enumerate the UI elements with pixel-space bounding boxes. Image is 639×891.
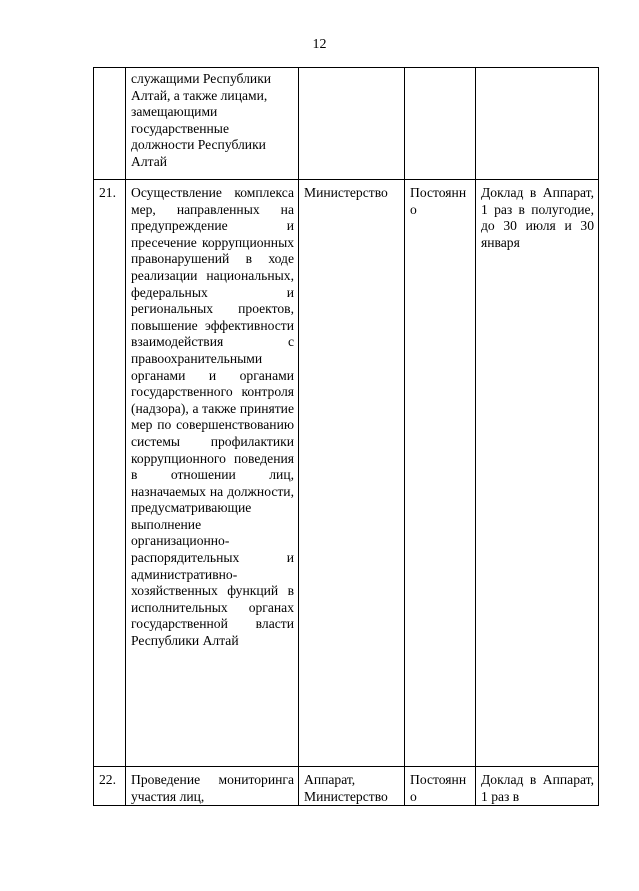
- row-number-cell: [94, 68, 126, 180]
- term-cell: [405, 68, 476, 180]
- activity-line: Алтай, а также лицами,: [131, 87, 268, 103]
- table-row: [94, 767, 599, 806]
- executor-cell: Министерство: [299, 180, 405, 767]
- report-cell: Доклад в Аппарат, 1 раз в полугодие, до 30 июля и 30 января: [476, 180, 599, 767]
- executor-line: Министерство: [304, 788, 388, 804]
- activity-cell: Осуществление комплекса мер, направленных на предупреждение и пресечение коррупционных правонарушений в ходе реализации национальных, федеральных и региональных проектов, повышение эффективности взаимодействия с правоохранительными органами и органами государственного контроля (надзора), а также принятие мер по совершенствованию системы профилактики коррупционного поведения в отношении лиц, назначаемых на должности, предусматривающие выполнение организационно-распорядительных и административно-хозяйственных функций в исполнительных органах государственной власти Республики Алтай: [126, 180, 299, 767]
- report-cell: Доклад в Аппарат, 1 раз в: [476, 767, 599, 806]
- activity-line: [131, 71, 294, 88]
- measures-table: [93, 67, 599, 806]
- term-cell: Постоянно: [405, 767, 476, 806]
- activity-text: служащими Республики: [131, 71, 272, 86]
- table-row: [94, 68, 599, 180]
- activity-line: замещающими: [131, 104, 218, 120]
- executor-line: Аппарат,: [304, 772, 356, 787]
- activity-cell: [126, 68, 299, 180]
- executor-cell: [299, 68, 405, 180]
- row-number-cell: 21.: [94, 180, 126, 767]
- table-row: [94, 180, 599, 767]
- executor-cell: [299, 767, 405, 806]
- activity-line: должности Республики: [131, 137, 266, 153]
- activity-line: Алтай: [131, 153, 168, 169]
- page-number: 12: [312, 37, 327, 52]
- activity-line: государственные: [131, 120, 229, 136]
- row-number-cell: 22.: [94, 767, 126, 806]
- term-cell: Постоянно: [405, 180, 476, 767]
- activity-cell: Проведение мониторинга участия лиц,: [126, 767, 299, 806]
- report-cell: [476, 68, 599, 180]
